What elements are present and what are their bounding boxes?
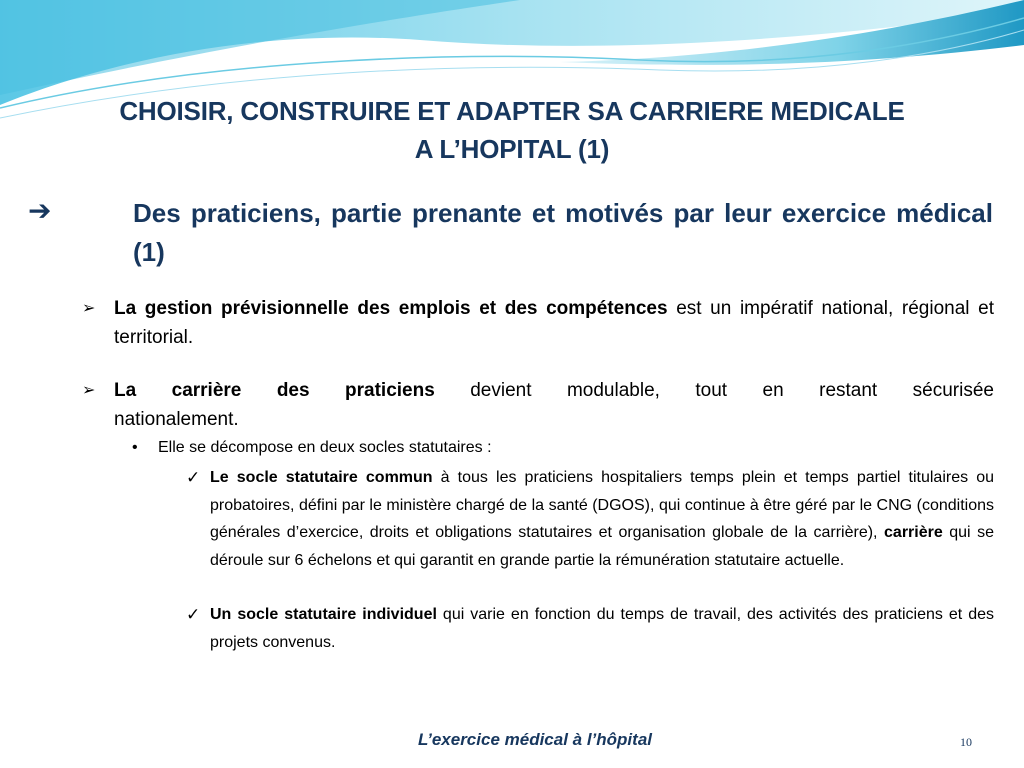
check-2-text: qui varie en fonction du temps de travail, des activités des praticiens et des projets convenus. <box>210 606 994 651</box>
check-item-2 <box>186 601 994 656</box>
section-heading <box>28 194 994 274</box>
check-1-bold: Le socle statutaire commun <box>210 469 433 486</box>
bullet-1-bold: La gestion prévisionnelle des emplois et des compétences <box>114 298 668 319</box>
check-1-text-2: qui se déroule sur 6 échelons et qui garantit en grande partie la rémunération statutaire actuelle. <box>210 524 995 569</box>
dot-bullet-icon: • <box>132 439 138 456</box>
check-1-text: à tous les praticiens hospitaliers temps plein et temps partiel titulaires ou probatoires, défini par le ministère chargé de la santé (DGOS), qui continue à être géré par le CNG (conditions générales d’exercice, droits et obligations statutaires et organisation globale de la carrière), <box>210 469 994 541</box>
footer-title: L’exercice médical à l’hôpital <box>417 730 652 749</box>
sub-bullet-item <box>132 437 992 459</box>
bullet-2-continuation: nationalement. <box>114 409 239 430</box>
title-line-1: CHOISIR, CONSTRUIRE ET ADAPTER SA CARRIERE MEDICALE <box>119 96 905 126</box>
bullet-1-text: est un impératif national, régional et territorial. <box>114 298 994 348</box>
page-number: 10 <box>960 735 972 749</box>
arrowhead-bullet-icon: ➢ <box>82 382 96 399</box>
sub-bullet-text: Elle se décompose en deux socles statutaires : <box>158 439 492 456</box>
right-arrow-icon: ➔ <box>28 195 52 226</box>
section-heading-text: Des praticiens, partie prenante et motivés par leur exercice médical (1) <box>133 198 993 267</box>
checkmark-icon: ✓ <box>186 605 201 624</box>
checkmark-icon: ✓ <box>186 468 201 487</box>
bullet-2-text: devient modulable, tout en restant sécurisée <box>434 380 994 401</box>
arrowhead-bullet-icon: ➢ <box>82 300 96 317</box>
check-2-bold: Un socle statutaire individuel <box>210 606 437 623</box>
bullet-item-2 <box>82 376 994 434</box>
check-1-bold-2: carrière <box>884 524 943 541</box>
bullet-item-1 <box>82 294 994 352</box>
title-line-2: A L’HOPITAL (1) <box>414 134 610 164</box>
page-title <box>60 92 964 168</box>
bullet-2-bold: La carrière des praticiens <box>114 380 435 401</box>
check-item-1 <box>186 464 994 574</box>
